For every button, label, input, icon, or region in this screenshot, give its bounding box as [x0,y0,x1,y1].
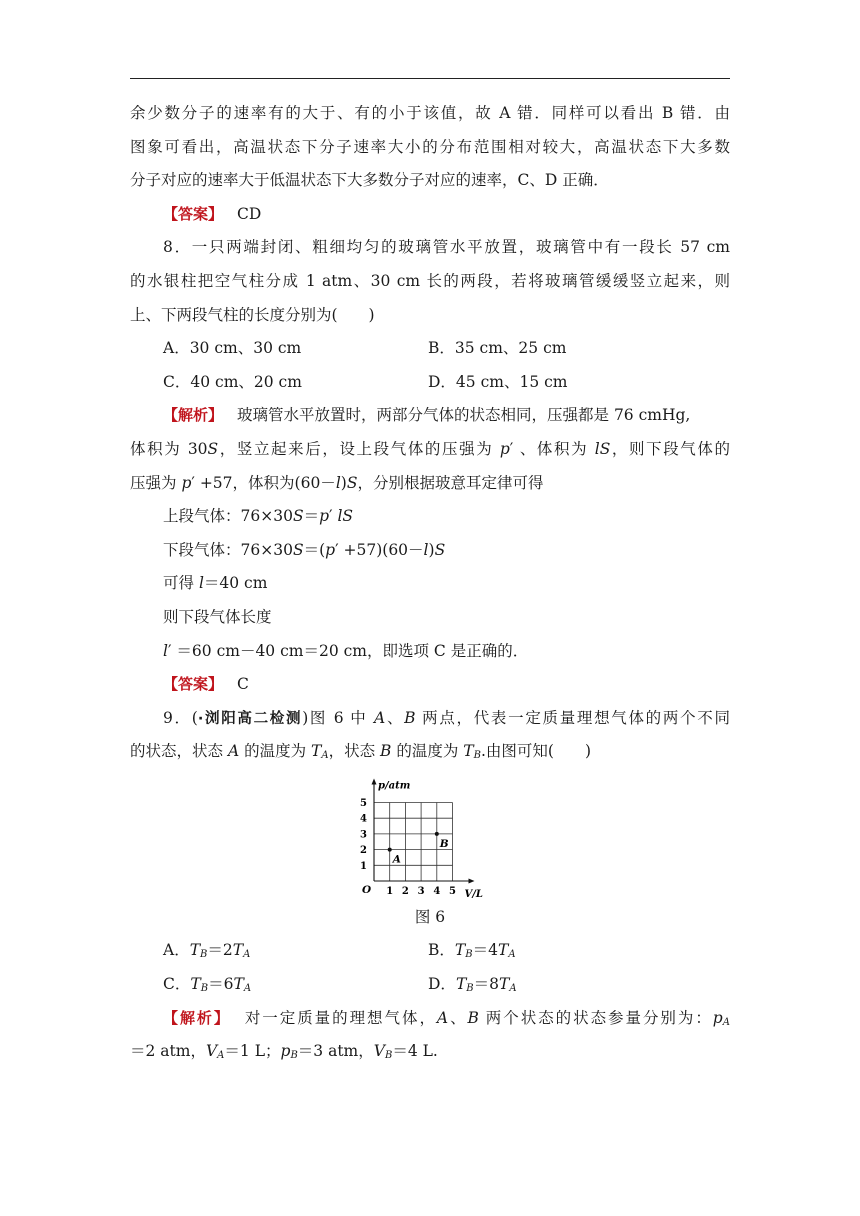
option-a: A．30 cm、30 cm [163,339,302,358]
q9-options-row [130,968,730,1002]
equation-line: 下段气体：76×30S＝(p′ +57)(60－l)S [163,540,446,559]
y-axis-label: p/atm [378,780,411,792]
figure-caption: 图 6 [414,907,446,926]
q8-analysis-line: 【解析】 玻璃管水平放置时，两部分气体的状态相同，压强都是 76 cmHg, [163,406,691,425]
q9-analysis-line: 【解析】 对一定质量的理想气体，A、B 两个状态的状态参量分别为：$p_A$ [163,1008,730,1028]
option-a: A．$T_B=2T_A$ [163,941,251,961]
text-line: 图象可看出，高温状态下分子速率大小的分布范围相对较大，高温状态下大多数 [130,137,730,156]
x-tick-label: 2 [401,885,409,897]
x-axis-label: V/L [464,888,483,900]
option-c: C．$T_B=6T_A$ [163,975,252,995]
point-label: A [392,853,401,866]
option-b: B．$T_B=4T_A$ [428,941,516,961]
equation-line: 可得 l＝40 cm [163,574,268,593]
point-label: B [439,837,449,850]
option-d: D．45 cm、15 cm [428,372,568,391]
answer-7 [130,198,730,232]
y-tick-label: 3 [360,829,367,841]
x-tick-label: 4 [433,885,441,897]
equation-line: 则下段气体长度 [163,607,272,626]
data-point [435,832,439,836]
text-line: 分子对应的速率大于低温状态下大多数分子对应的速率，C、D 正确． [130,171,609,190]
option-d: D．$T_B=8T_A$ [428,975,517,995]
answer-8 [130,668,730,702]
pv-graph [350,769,510,901]
text-line: 余少数分子的速率有的大于、有的小于该值，故 A 错．同样可以看出 B 错．由 [130,104,730,122]
x-tick-label: 3 [417,885,425,897]
y-tick-label: 2 [360,844,367,856]
q8-analysis-line: 压强为 p′ +57，体积为(60－l)S，分别根据玻意耳定律可得 [130,473,544,492]
equation-line: l′ ＝60 cm－40 cm＝20 cm，即选项 C 是正确的． [163,641,529,660]
option-c: C．40 cm、20 cm [163,372,302,391]
q8-analysis-line: 体积为 30S，竖立起来后，设上段气体的压强为 p′ 、体积为 lS，则下段气体的 [130,439,730,458]
q9-line: 的状态，状态 A 的温度为 $T_A$，状态 B 的温度为 $T_B$.由图可知( ) [130,742,591,762]
answer-value: C [237,675,249,694]
q8-options-row [130,366,730,400]
analysis-tag: 【解析】 [163,1008,231,1027]
q8-line: 上、下两段气柱的长度分别为( ) [130,305,375,324]
answer-tag: 【答案】 [163,675,224,694]
option-b: B．35 cm、25 cm [428,339,567,358]
q8-line: 的水银柱把空气柱分成 1 atm、30 cm 长的两段，若将玻璃管缓缓竖立起来，则 [130,271,730,290]
y-tick-label: 5 [360,797,367,809]
data-point [388,847,392,851]
x-tick-label: 5 [449,885,456,897]
analysis-tag: 【解析】 [163,406,224,425]
figure-6 [130,769,730,901]
q9-options-row [130,934,730,968]
y-tick-label: 4 [360,813,367,825]
equation-line: 上段气体：76×30S＝p′ lS [163,507,354,526]
q9-analysis-line: ＝2 atm，$V_A=1$ L；$p_B=3$ atm，$V_B=4$ L. [130,1042,438,1062]
q8-line: 8．一只两端封闭、粗细均匀的玻璃管水平放置，玻璃管中有一段长 57 cm [163,238,730,257]
x-axis-arrow [469,878,475,883]
page-content [130,97,730,1069]
question-source: ·浏阳高二检测 [197,710,303,727]
q9-line: 9．(·浏阳高二检测)图 6 中 A、B 两点，代表一定质量理想气体的两个不同 [163,708,730,727]
y-tick-label: 1 [360,860,367,872]
answer-tag: 【答案】 [163,204,224,223]
origin-label: O [362,883,372,896]
answer-value: CD [237,204,262,223]
x-tick-label: 1 [386,885,394,897]
header-rule [130,78,730,79]
y-axis-arrow [372,778,377,784]
q8-options-row [130,332,730,366]
